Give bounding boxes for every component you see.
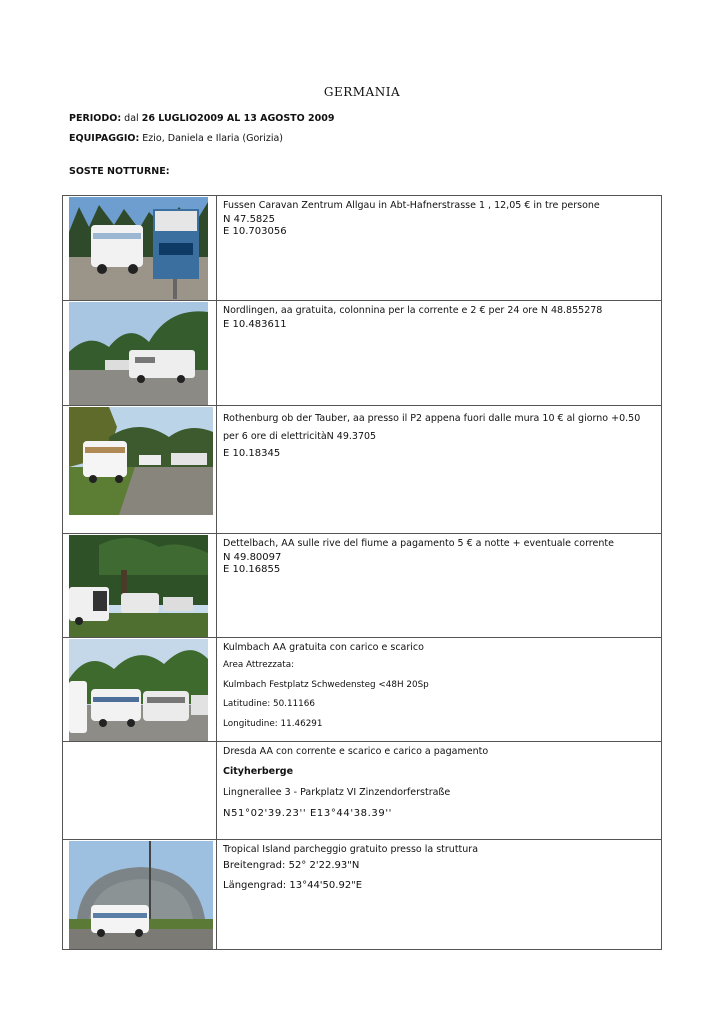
stop-description: Fussen Caravan Zentrum Allgau in Abt-Hafnerstrasse 1 , 12,05 € in tre persone bbox=[223, 200, 600, 211]
stop-details bbox=[217, 840, 662, 950]
stop-area-name: Kulmbach Festplatz Schwedensteg <48H 20Sp bbox=[223, 679, 429, 690]
campsite-photo bbox=[69, 535, 208, 637]
stop-description: Nordlingen, aa gratuita, colonnina per la corrente e 2 € per 24 ore N 48.855278 bbox=[223, 305, 603, 316]
stop-gps: N51°02'39.23'' E13°44'38.39'' bbox=[223, 808, 393, 820]
stop-coord-lon: E 10.703056 bbox=[223, 226, 287, 238]
stop-details bbox=[217, 534, 662, 638]
periodo-line bbox=[69, 113, 334, 124]
stop-coord-lon: E 10.483611 bbox=[223, 319, 287, 331]
stop-details bbox=[217, 638, 662, 742]
stop-description: Dresda AA con corrente e scarico e carico a pagamento bbox=[223, 746, 489, 757]
table-row bbox=[63, 840, 662, 950]
photo-cell bbox=[63, 638, 217, 742]
periodo-value: 26 LUGLIO2009 AL 13 AGOSTO 2009 bbox=[141, 113, 335, 124]
page-title: GERMANIA bbox=[323, 85, 401, 99]
table-row bbox=[63, 638, 662, 742]
stop-details bbox=[217, 742, 662, 840]
stop-area-label: Area Attrezzata: bbox=[223, 660, 295, 671]
campsite-photo bbox=[69, 302, 208, 405]
table-row bbox=[63, 301, 662, 406]
periodo-prefix: dal bbox=[124, 113, 139, 124]
stop-details bbox=[217, 301, 662, 406]
table-row bbox=[63, 196, 662, 301]
periodo-label: PERIODO: bbox=[69, 113, 122, 124]
table-row bbox=[63, 534, 662, 638]
stop-details bbox=[217, 406, 662, 534]
stop-place-name: Cityherberge bbox=[223, 766, 294, 778]
photo-cell bbox=[63, 840, 217, 950]
stop-description: Dettelbach, AA sulle rive del fiume a pagamento 5 € a notte + eventuale corrente bbox=[223, 538, 614, 549]
stop-laengengrad: Längengrad: 13°44'50.92"E bbox=[223, 880, 363, 892]
stops-table bbox=[62, 195, 662, 950]
stop-breitengrad: Breitengrad: 52° 2'22.93"N bbox=[223, 860, 360, 872]
table-row bbox=[63, 742, 662, 840]
stop-longitude: Longitudine: 11.46291 bbox=[223, 718, 323, 729]
stop-details bbox=[217, 196, 662, 301]
photo-cell bbox=[63, 406, 217, 534]
stop-coord-lon: E 10.18345 bbox=[223, 448, 281, 460]
equipaggio-value: Ezio, Daniela e Ilaria (Gorizia) bbox=[142, 133, 283, 144]
equipaggio-label: EQUIPAGGIO: bbox=[69, 133, 140, 144]
campsite-photo bbox=[69, 841, 213, 949]
campsite-photo bbox=[69, 407, 213, 515]
stop-coord-lat: N 47.5825 bbox=[223, 214, 276, 226]
stop-address: Lingnerallee 3 - Parkplatz VI Zinzendorferstraße bbox=[223, 786, 451, 798]
photo-cell bbox=[63, 534, 217, 638]
stop-description: Tropical Island parcheggio gratuito presso la struttura bbox=[223, 844, 479, 855]
stop-coord-lat: N 49.80097 bbox=[223, 552, 282, 564]
stop-coord-lon: E 10.16855 bbox=[223, 564, 281, 576]
soste-heading: SOSTE NOTTURNE: bbox=[69, 166, 170, 177]
stop-latitude: Latitudine: 50.11166 bbox=[223, 699, 315, 710]
campsite-photo bbox=[69, 639, 208, 741]
photo-cell bbox=[63, 301, 217, 406]
photo-cell bbox=[63, 196, 217, 301]
stop-description: Rothenburg ob der Tauber, aa presso il P2 appena fuori dalle mura 10 € al giorno +0.50 per 6 ore di elettricitàN 49.3705 bbox=[223, 413, 641, 443]
equipaggio-line bbox=[69, 133, 283, 144]
photo-cell-empty bbox=[63, 742, 217, 840]
campsite-photo bbox=[69, 197, 208, 300]
table-row bbox=[63, 406, 662, 534]
stop-description: Kulmbach AA gratuita con carico e scarico bbox=[223, 642, 424, 653]
